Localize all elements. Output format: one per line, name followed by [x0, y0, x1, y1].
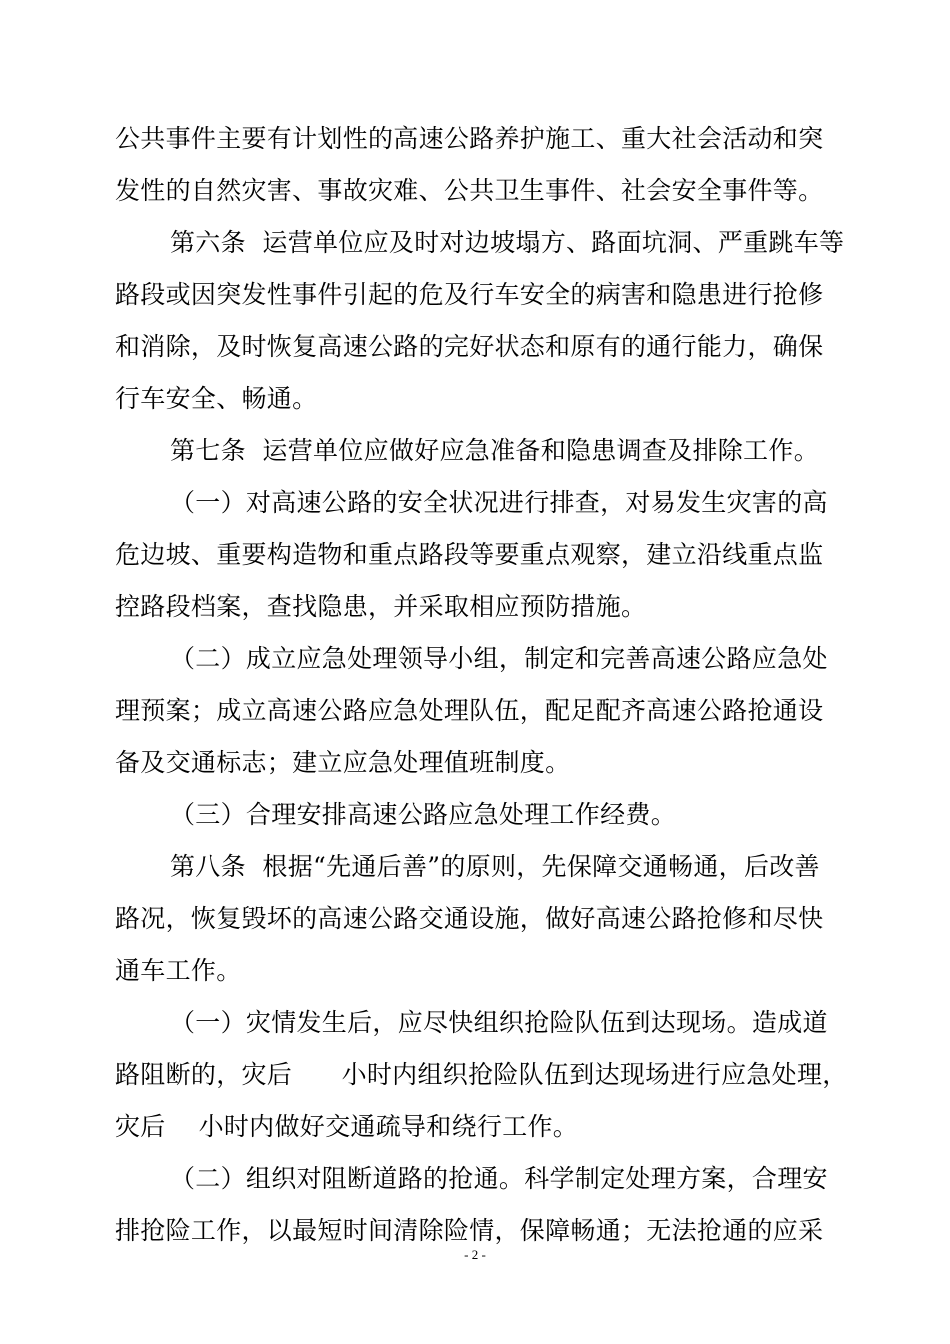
text-line: 发性的自然灾害、事故灾难、公共卫生事件、社会安全事件等。 — [115, 176, 824, 205]
article-6-heading-line: 第六条 运营单位应及时对边坡塌方、路面坑洞、严重跳车等 — [170, 228, 845, 257]
list-item-line: （二）组织对阻断道路的抢通。科学制定处理方案，合理安 — [170, 1164, 828, 1193]
list-item-line: （二）成立应急处理领导小组，制定和完善高速公路应急处 — [170, 644, 828, 673]
text-line: 行车安全、畅通。 — [115, 384, 318, 413]
text-line: 控路段档案，查找隐患，并采取相应预防措施。 — [115, 592, 647, 621]
text-line: 危边坡、重要构造物和重点路段等要重点观察，建立沿线重点监 — [115, 540, 824, 569]
text-line: 理预案；成立高速公路应急处理队伍，配足配齐高速公路抢通设 — [115, 696, 824, 725]
text-line: 公共事件主要有计划性的高速公路养护施工、重大社会活动和突 — [115, 124, 824, 153]
text-line: 路况，恢复毁坏的高速公路交通设施，做好高速公路抢修和尽快 — [115, 904, 824, 933]
list-item-line: （一）对高速公路的安全状况进行排查，对易发生灾害的高 — [170, 488, 828, 517]
list-item-line: （一）灾情发生后，应尽快组织抢险队伍到达现场。造成道 — [170, 1008, 828, 1037]
article-7-heading-line: 第七条 运营单位应做好应急准备和隐患调查及排除工作。 — [170, 436, 819, 465]
article-8-heading-line: 第八条 根据“先通后善”的原则，先保障交通畅通，后改善 — [170, 852, 820, 881]
page-number: - 2 - — [464, 1247, 486, 1262]
text-line: 和消除，及时恢复高速公路的完好状态和原有的通行能力，确保 — [115, 332, 824, 361]
text-line: 通车工作。 — [115, 956, 242, 985]
text-line: 路段或因突发性事件引起的危及行车安全的病害和隐患进行抢修 — [115, 280, 824, 309]
text-line: 灾后 小时内做好交通疏导和绕行工作。 — [115, 1112, 579, 1141]
text-line: 路阻断的，灾后 小时内组织抢险队伍到达现场进行应急处理， — [115, 1060, 848, 1089]
text-line: 排抢险工作，以最短时间清除险情，保障畅通；无法抢通的应采 — [115, 1216, 824, 1245]
list-item-line: （三）合理安排高速公路应急处理工作经费。 — [170, 800, 677, 829]
text-line: 备及交通标志；建立应急处理值班制度。 — [115, 748, 571, 777]
